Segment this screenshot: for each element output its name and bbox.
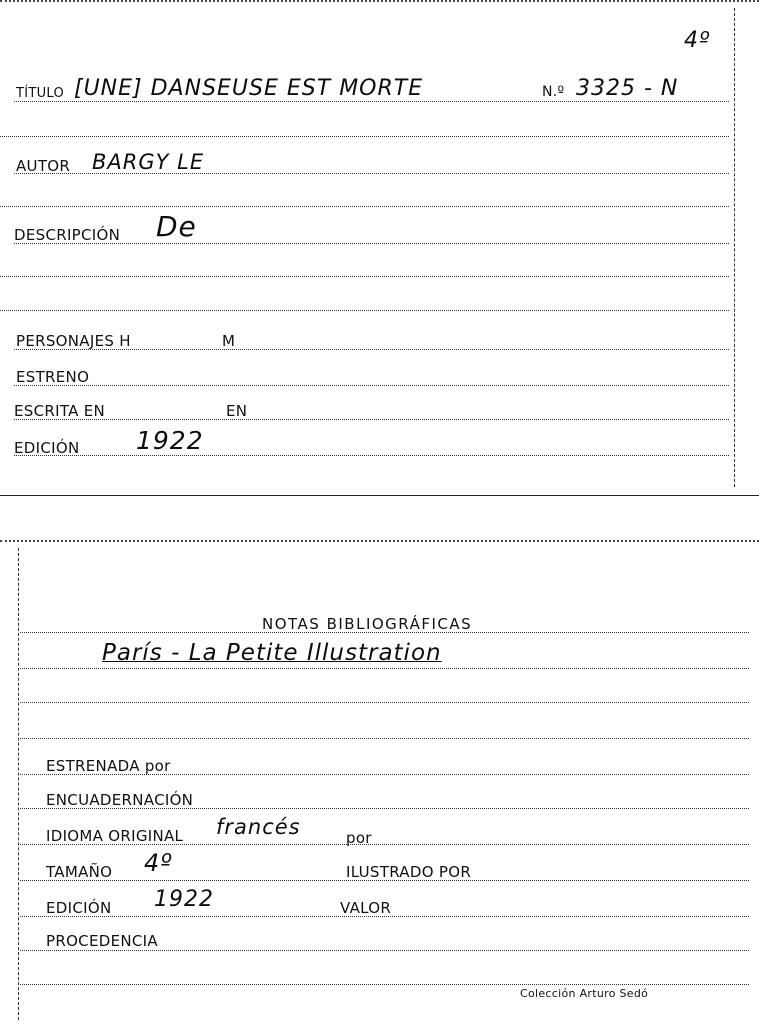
estreno-label: ESTRENO xyxy=(16,368,90,386)
edicion-rule xyxy=(20,916,749,917)
autor-value: BARGY LE xyxy=(92,150,205,174)
idioma-value: francés xyxy=(216,815,301,839)
titulo-value: [UNE] DANSEUSE EST MORTE xyxy=(74,76,424,101)
titulo-label: TÍTULO xyxy=(16,86,65,101)
personajes-rule xyxy=(14,349,729,350)
encuadernacion-rule xyxy=(20,808,749,809)
numero-label: N.º xyxy=(542,84,565,100)
blank-rule xyxy=(20,984,749,985)
notas-rule xyxy=(20,632,749,633)
ilustrado-label: ILUSTRADO POR xyxy=(346,863,472,881)
corner-note: 4º xyxy=(684,28,711,53)
coleccion-label: Colección Arturo Sedó xyxy=(520,987,649,1000)
notas-heading: NOTAS BIBLIOGRÁFICAS xyxy=(262,615,473,633)
edicion-rule xyxy=(14,455,729,456)
card-top-edge xyxy=(0,0,759,2)
autor-rule xyxy=(14,173,729,174)
procedencia-label: PROCEDENCIA xyxy=(46,932,158,950)
tamano-label: TAMAÑO xyxy=(46,863,113,881)
escrita-rule xyxy=(14,419,729,420)
catalog-card-front xyxy=(0,0,759,496)
idioma-rule xyxy=(20,844,749,845)
blank-rule xyxy=(0,310,729,311)
edicion-value: 1922 xyxy=(136,426,204,455)
tamano-value: 4º xyxy=(144,849,173,877)
blank-rule xyxy=(0,276,729,277)
card-top-edge xyxy=(0,540,759,542)
autor-label: AUTOR xyxy=(16,157,71,175)
escrita-en-label: EN xyxy=(226,402,248,420)
descripcion-value: De xyxy=(156,210,197,243)
catalog-card-back xyxy=(0,540,759,1028)
descripcion-label: DESCRIPCIÓN xyxy=(14,226,121,244)
estreno-rule xyxy=(14,385,729,386)
titulo-rule xyxy=(14,101,729,102)
personajes-m-label: M xyxy=(222,332,236,350)
descripcion-rule xyxy=(14,243,729,244)
procedencia-rule xyxy=(20,950,749,951)
encuadernacion-label: ENCUADERNACIÓN xyxy=(46,791,194,809)
blank-rule xyxy=(20,702,749,703)
idioma-por-label: por xyxy=(346,829,372,847)
edicion-label: EDICIÓN xyxy=(14,439,80,457)
notas-value-rule xyxy=(20,668,749,669)
idioma-label: IDIOMA ORIGINAL xyxy=(46,827,184,845)
personajes-label: PERSONAJES H xyxy=(16,332,131,350)
tamano-rule xyxy=(20,880,749,881)
card-right-edge xyxy=(734,8,735,487)
numero-value: 3325 - N xyxy=(576,76,679,101)
card-left-edge xyxy=(18,548,19,1020)
escrita-label: ESCRITA EN xyxy=(14,402,106,420)
edicion-label: EDICIÓN xyxy=(46,899,112,917)
edicion-value: 1922 xyxy=(154,887,214,912)
valor-label: VALOR xyxy=(340,899,392,917)
notas-value: París - La Petite Illustration xyxy=(102,640,442,666)
blank-rule xyxy=(0,206,729,207)
blank-rule xyxy=(0,136,729,137)
blank-rule xyxy=(20,738,749,739)
estrenada-rule xyxy=(20,774,749,775)
estrenada-label: ESTRENADA por xyxy=(46,757,171,775)
